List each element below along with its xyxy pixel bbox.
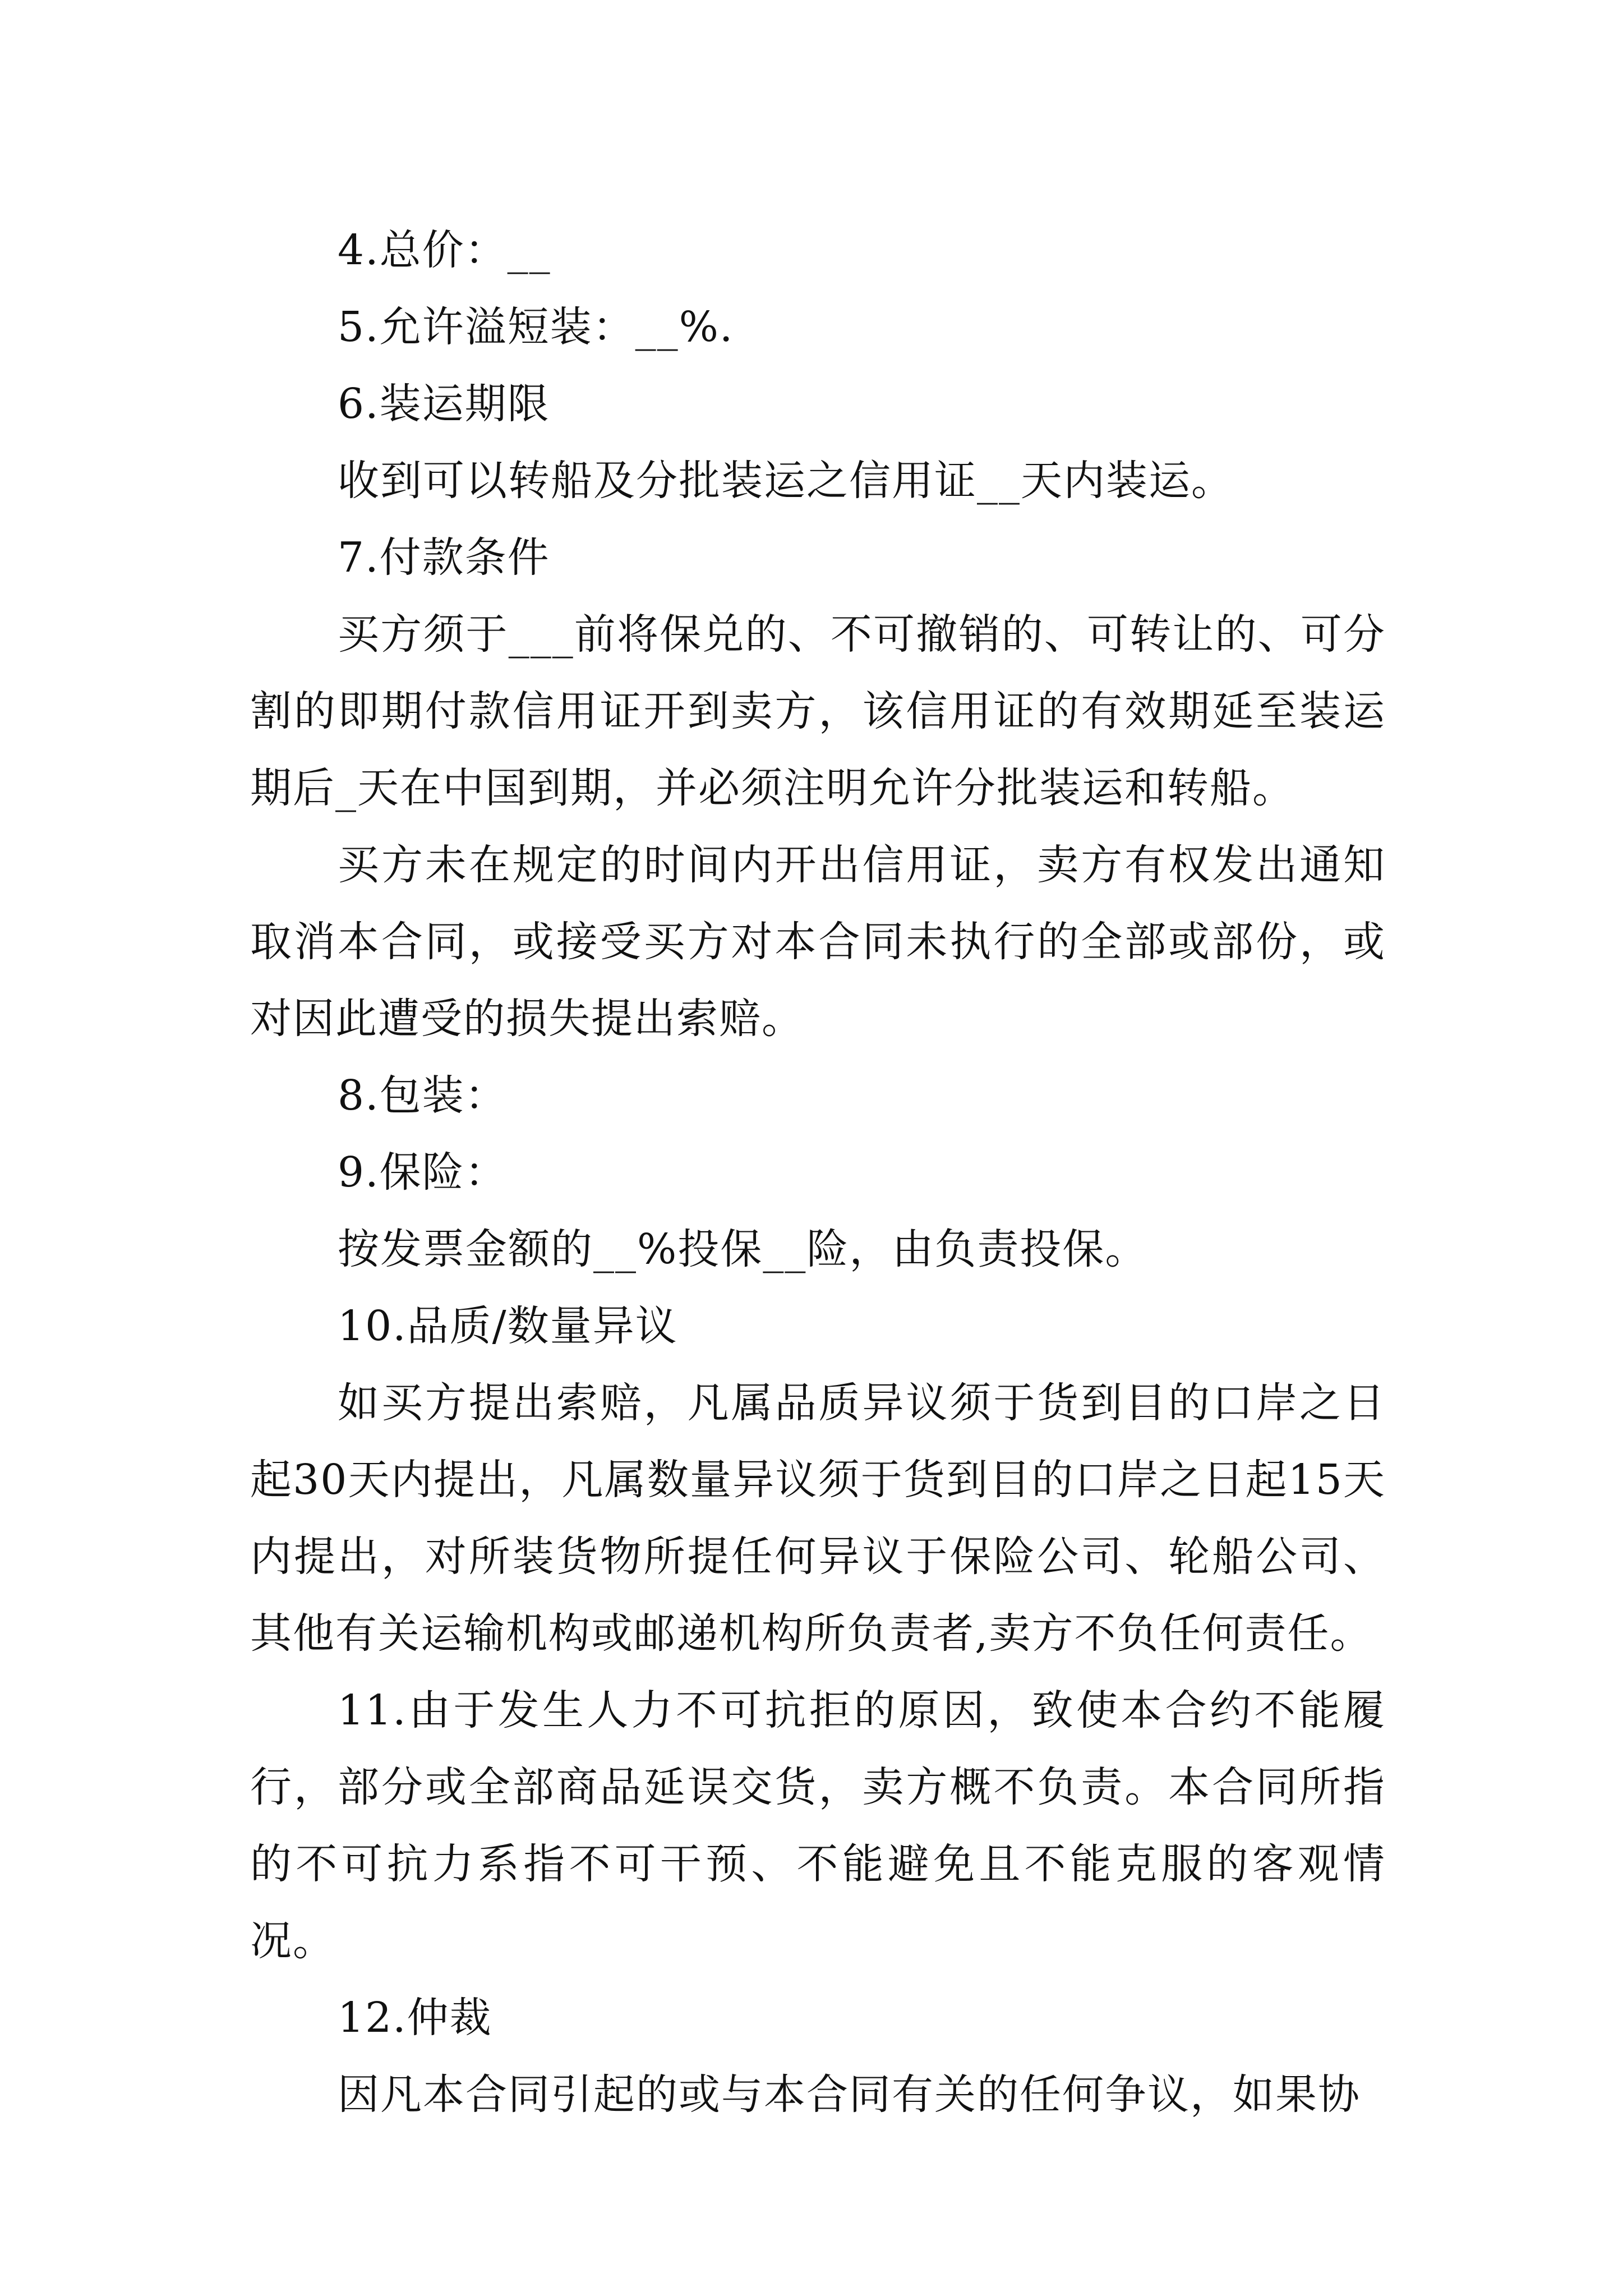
arbitration-text: 因凡本合同引起的或与本合同有关的任何争议，如果协: [338, 2070, 1361, 2119]
payment-terms-text: 买方须于___前将保兑的、不可撤销的、可转让的、可分割的即期付款信用证开到卖方，该信用证的有效期延至装运期后_天在中国到期，并必须注明允许分批装运和转船。: [250, 610, 1386, 812]
total-price-clause: 4.总价：__: [338, 226, 551, 274]
shipment-period-text: 收到可以转船及分批装运之信用证__天内装运。: [338, 457, 1234, 505]
insurance-text: 按发票金额的__%投保__险，由负责投保。: [338, 1225, 1148, 1273]
force-majeure-clause: 11.由于发生人力不可抗拒的原因，致使本合约不能履行，部分或全部商品延误交货，卖方概不负责。本合同所指的不可抗力系指不可干预、不能避免且不能克服的客观情况。: [250, 1686, 1386, 1965]
quality-quantity-heading: 10.品质/数量异议: [338, 1302, 678, 1350]
payment-default-text: 买方未在规定的时间内开出信用证，卖方有权发出通知取消本合同，或接受买方对本合同未执行的全部或部份，或对因此遭受的损失提出索赔。: [250, 841, 1386, 1043]
arbitration-heading: 12.仲裁: [338, 1994, 492, 2042]
overshipment-clause: 5.允许溢短装：__%.: [338, 303, 734, 351]
packing-clause: 8.包装：: [338, 1071, 508, 1120]
shipment-period-heading: 6.装运期限: [338, 380, 550, 428]
quality-quantity-text: 如买方提出索赔，凡属品质异议须于货到目的口岸之日起30天内提出，凡属数量异议须于货到目的口岸之日起15天内提出，对所装货物所提任何异议于保险公司、轮船公司、其他有关运输机构或邮递机构所负责者,卖方不负任何责任。: [250, 1379, 1386, 1658]
payment-terms-heading: 7.付款条件: [338, 533, 550, 582]
document-body: [250, 212, 1386, 2133]
insurance-heading: 9.保险：: [338, 1148, 508, 1197]
